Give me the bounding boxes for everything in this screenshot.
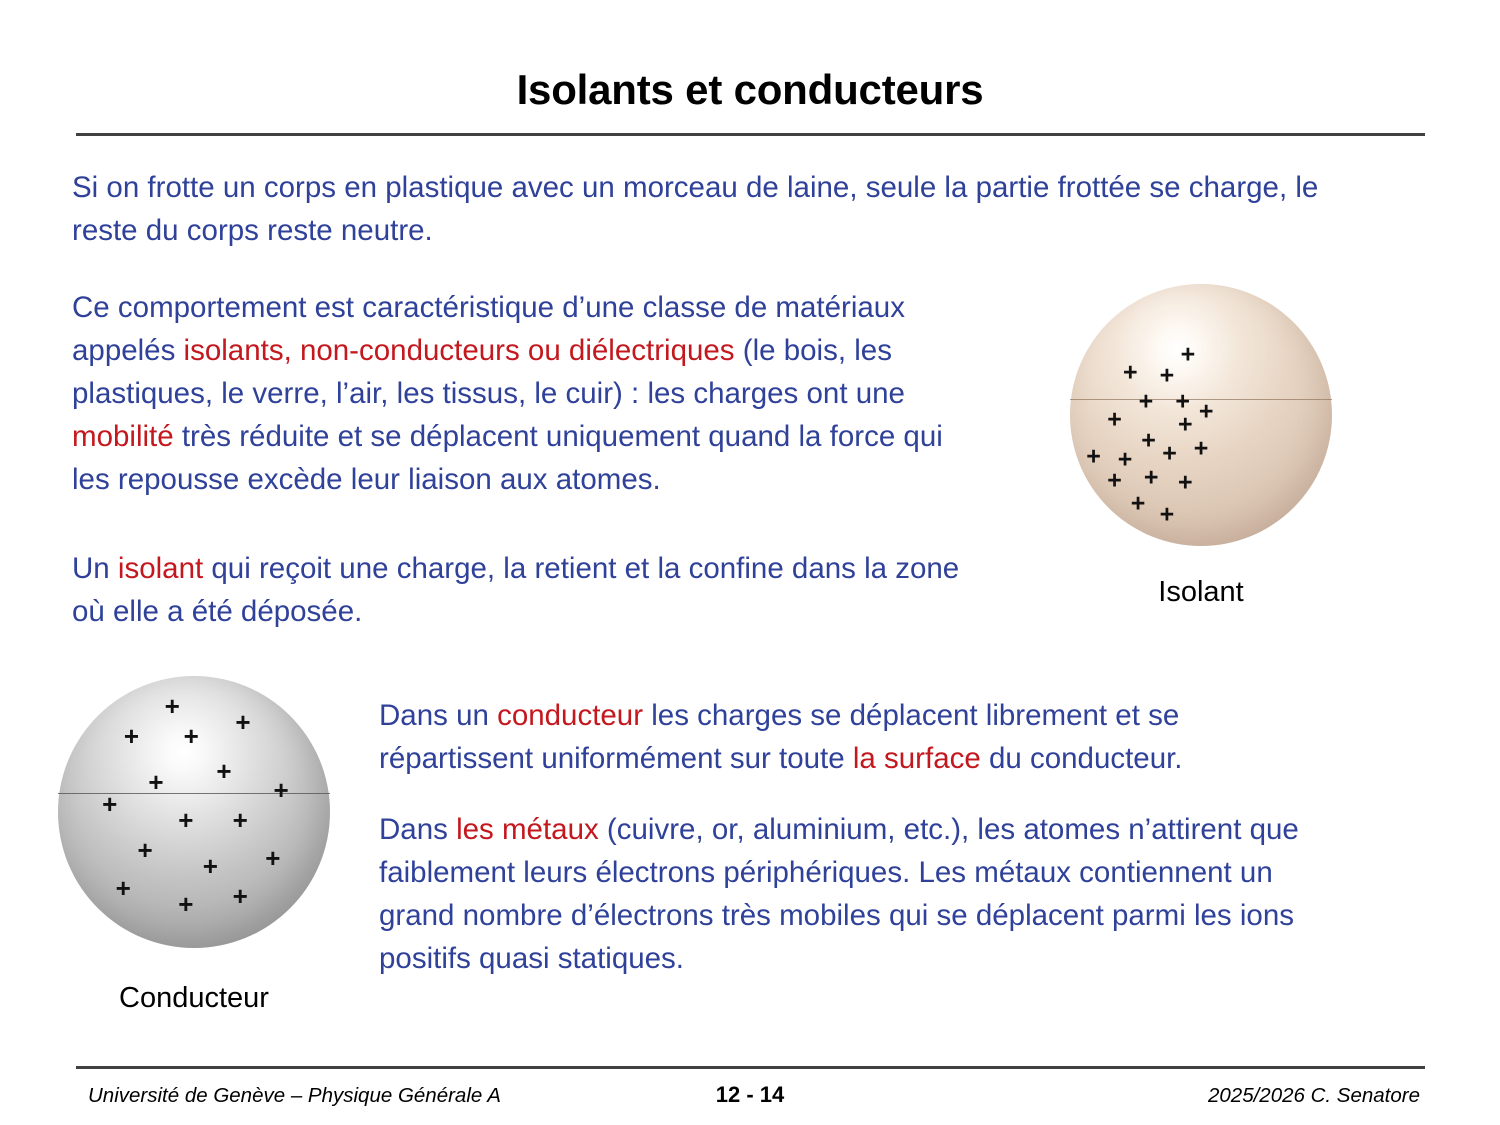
title-divider — [76, 133, 1425, 136]
paragraph-metaux-line-1 — [379, 808, 1416, 851]
highlight-la-surface: la surface — [852, 742, 981, 775]
positive-charge-icon: + — [202, 851, 218, 882]
text-run: Ce comportement est caractéristique d’une classe de matériaux — [72, 291, 905, 324]
positive-charge-icon: + — [1159, 361, 1175, 390]
highlight-les-metaux: les métaux — [456, 813, 599, 846]
positive-charge-icon: + — [115, 873, 131, 904]
insulator-sphere-illustration — [1070, 284, 1332, 546]
text-run: du conducteur. — [980, 742, 1183, 775]
positive-charge-icon: + — [1159, 500, 1175, 529]
positive-charge-icon: + — [1177, 468, 1193, 497]
positive-charge-icon: + — [216, 756, 232, 787]
positive-charge-icon: + — [1122, 358, 1138, 387]
figure-isolant — [1070, 284, 1360, 608]
positive-charge-icon: + — [1138, 387, 1154, 416]
paragraph-isolant-line-4 — [72, 415, 1030, 458]
figure-isolant-caption: Isolant — [1158, 576, 1244, 608]
paragraph-isolant-line-2 — [72, 329, 1030, 372]
positive-charge-icon: + — [1177, 410, 1193, 439]
positive-charge-icon: + — [1143, 463, 1159, 492]
paragraph-intro — [72, 166, 1416, 252]
positive-charge-icon: + — [102, 788, 118, 819]
footer-author-label: 2025/2026 C. Senatore — [1208, 1084, 1420, 1107]
positive-charge-icon: + — [148, 767, 164, 798]
figure-conducteur — [58, 676, 358, 1014]
positive-charge-icon: + — [273, 775, 289, 806]
positive-charge-icon: + — [137, 835, 153, 866]
text-run: les repousse excède leur liaison aux atomes. — [72, 463, 661, 496]
paragraph-conducteur-line-2 — [379, 737, 1416, 780]
positive-charge-icon: + — [1162, 439, 1177, 468]
text-run: appelés — [72, 334, 184, 367]
positive-charge-icon: + — [1193, 434, 1209, 463]
text-run: (le bois, les — [734, 334, 892, 367]
positive-charge-icon: + — [232, 881, 248, 912]
highlight-isolants-non-conducteurs: isolants, non-conducteurs ou diélectriques — [183, 334, 735, 367]
footer-divider — [76, 1066, 1425, 1069]
paragraph-isolant-charge-line-1 — [72, 547, 1030, 590]
text-run: qui reçoit une charge, la retient et la confine dans la zone — [203, 552, 960, 585]
paragraph-conducteur-line-1 — [379, 694, 1416, 737]
conductor-sphere-illustration — [58, 676, 330, 948]
paragraph-conducteur — [379, 694, 1416, 780]
paragraph-isolant-line-1 — [72, 286, 1030, 329]
positive-charge-icon: + — [1086, 442, 1101, 471]
text-run: répartissent uniformément sur toute — [379, 742, 853, 775]
figure-conducteur-caption: Conducteur — [119, 982, 269, 1014]
text-run: reste du corps reste neutre. — [72, 214, 433, 247]
text-run: Un — [72, 552, 118, 585]
positive-charge-icon: + — [123, 720, 140, 751]
footer-course-label: Université de Genève – Physique Générale A — [88, 1084, 501, 1107]
highlight-isolant: isolant — [117, 552, 204, 585]
text-run: Dans un — [379, 699, 498, 732]
positive-charge-icon: + — [1130, 489, 1146, 518]
highlight-mobilite: mobilité — [72, 420, 174, 453]
positive-charge-icon: + — [1107, 405, 1122, 434]
positive-charge-icon: + — [1107, 466, 1122, 494]
paragraph-isolant-charge — [72, 547, 1030, 633]
text-run: où elle a été déposée. — [72, 595, 363, 628]
positive-charge-icon: + — [235, 707, 251, 738]
paragraph-intro-line-1 — [72, 166, 1416, 209]
paragraph-isolant-definition — [72, 286, 1030, 501]
positive-charge-icon: + — [265, 843, 281, 874]
text-run: faiblement leurs électrons périphériques. Les métaux contiennent un — [379, 856, 1273, 889]
paragraph-isolant-line-3 — [72, 372, 1030, 415]
paragraph-metaux-line-4 — [379, 937, 1416, 980]
sphere-equator-line — [58, 788, 330, 892]
text-run: positifs quasi statiques. — [379, 942, 684, 975]
positive-charge-icon: + — [1175, 387, 1190, 416]
page-title: Isolants et conducteurs — [516, 66, 984, 113]
text-run: Si on frotte un corps en plastique avec un morceau de laine, seule la partie frottée se charge, le — [72, 171, 1319, 204]
paragraph-metaux-line-3 — [379, 894, 1416, 937]
highlight-conducteur: conducteur — [497, 699, 644, 732]
positive-charge-icon: + — [178, 805, 194, 836]
text-run: très réduite et se déplacent uniquement quand la force qui — [173, 420, 943, 453]
positive-charge-icon: + — [1198, 397, 1214, 426]
positive-charge-icon: + — [164, 690, 180, 721]
positive-charge-icon: + — [1180, 340, 1196, 369]
text-run: grand nombre d’électrons très mobiles qui se déplacent parmi les ions — [379, 899, 1294, 932]
paragraph-metaux — [379, 808, 1416, 980]
positive-charge-icon: + — [183, 720, 199, 751]
paragraph-metaux-line-2 — [379, 851, 1416, 894]
paragraph-isolant-charge-line-2 — [72, 590, 1030, 633]
text-run: (cuivre, or, aluminium, etc.), les atomes n’attirent que — [598, 813, 1299, 846]
text-run: Dans — [379, 813, 457, 846]
positive-charge-icon: + — [178, 889, 194, 920]
footer-page-number: 12 - 14 — [715, 1082, 785, 1107]
positive-charge-icon: + — [1117, 445, 1133, 474]
text-run: les charges se déplacent librement et se — [643, 699, 1180, 732]
positive-charge-icon: + — [1141, 426, 1156, 455]
paragraph-intro-line-2 — [72, 209, 1416, 252]
text-run: plastiques, le verre, l’air, les tissus, le cuir) : les charges ont une — [72, 377, 905, 410]
paragraph-isolant-line-5 — [72, 458, 1030, 501]
positive-charge-icon: + — [232, 805, 248, 836]
